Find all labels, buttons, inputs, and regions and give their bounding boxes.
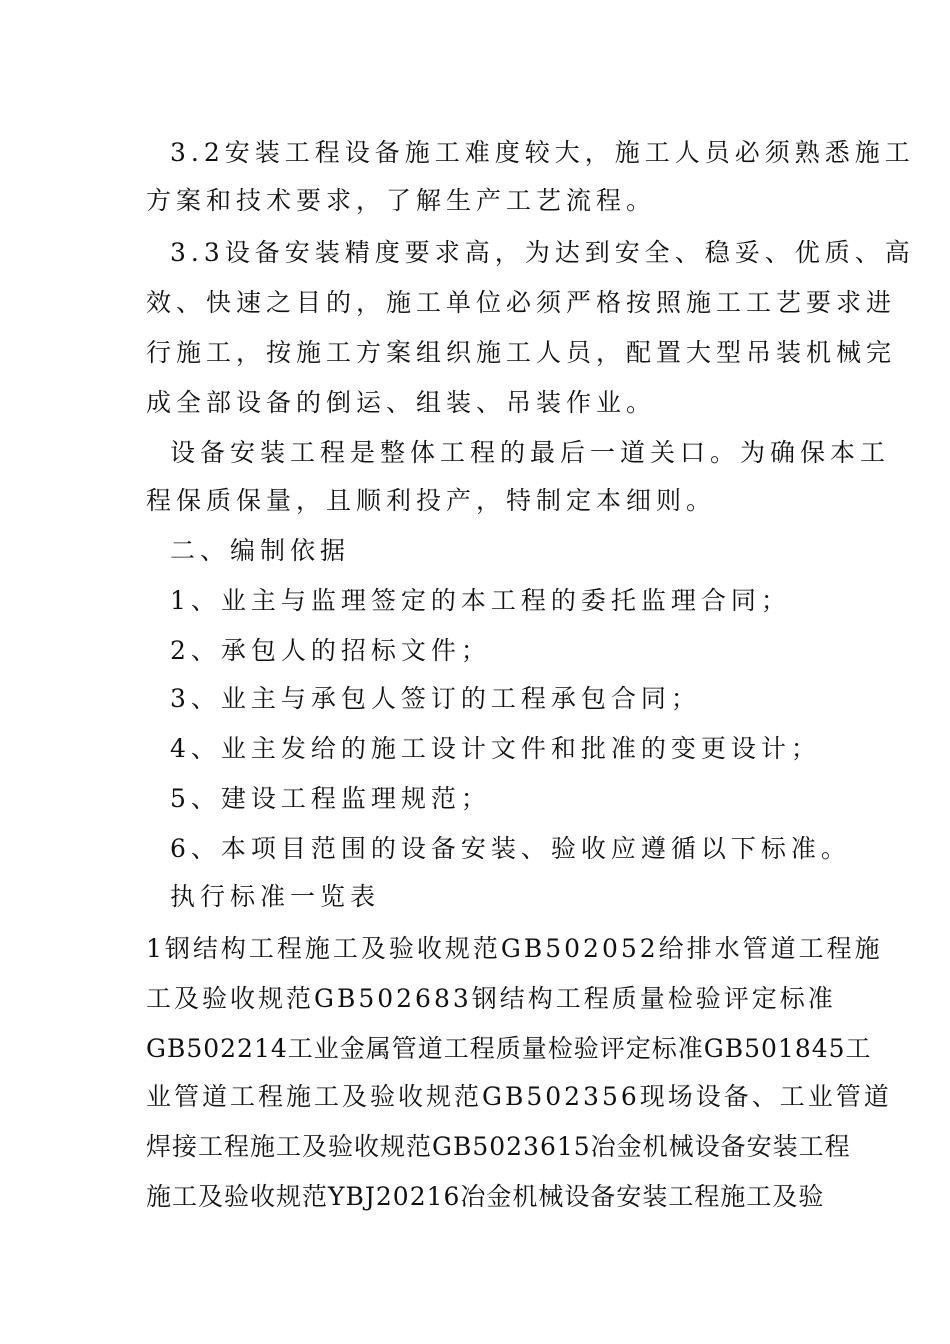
basis-item-4: 4、业主发给的施工设计文件和批准的变更设计； xyxy=(170,734,821,763)
basis-item-6: 6、本项目范围的设备安装、验收应遵循以下标准。 xyxy=(170,834,851,863)
paragraph-3-3-line-1: 3.3设备安装精度要求高，为达到安全、稳妥、优质、高 xyxy=(170,238,915,267)
basis-item-1: 1、业主与监理签定的本工程的委托监理合同； xyxy=(170,586,791,615)
standards-text-line-4: 业管道工程施工及验收规范GB502356现场设备、工业管道 xyxy=(146,1082,892,1111)
paragraph-3-3-line-4: 成全部设备的倒运、组装、吊装作业。 xyxy=(146,388,657,417)
paragraph-3-3-line-2: 效、快速之目的，施工单位必须严格按照施工工艺要求进 xyxy=(146,288,897,317)
basis-item-5: 5、建设工程监理规范； xyxy=(170,784,491,813)
section-heading-basis: 二、编制依据 xyxy=(170,536,351,565)
standards-text-line-6: 施工及验收规范YBJ20216冶金机械设备安装工程施工及验 xyxy=(146,1182,825,1211)
paragraph-intro-line-2: 程保质保量，且顺利投产，特制定本细则。 xyxy=(146,486,717,515)
basis-item-3: 3、业主与承包人签订的工程承包合同； xyxy=(170,684,701,713)
standards-text-line-1: 1钢结构工程施工及验收规范GB502052给排水管道工程施 xyxy=(146,934,883,963)
basis-item-2: 2、承包人的招标文件； xyxy=(170,636,491,665)
paragraph-intro-line-1: 设备安装工程是整体工程的最后一道关口。为确保本工 xyxy=(170,438,891,467)
standards-text-line-2: 工及验收规范GB502683钢结构工程质量检验评定标准 xyxy=(146,984,836,1013)
paragraph-3-2-line-2: 方案和技术要求，了解生产工艺流程。 xyxy=(146,186,657,215)
paragraph-3-2-line-1: 3.2安装工程设备施工难度较大，施工人员必须熟悉施工 xyxy=(170,138,915,167)
standards-text-line-5: 焊接工程施工及验收规范GB5023615冶金机械设备安装工程 xyxy=(146,1132,851,1161)
standards-text-line-3: GB502214工业金属管道工程质量检验评定标准GB501845工 xyxy=(146,1034,872,1063)
paragraph-3-3-line-3: 行施工，按施工方案组织施工人员，配置大型吊装机械完 xyxy=(146,338,897,367)
standards-list-heading: 执行标准一览表 xyxy=(170,882,381,911)
